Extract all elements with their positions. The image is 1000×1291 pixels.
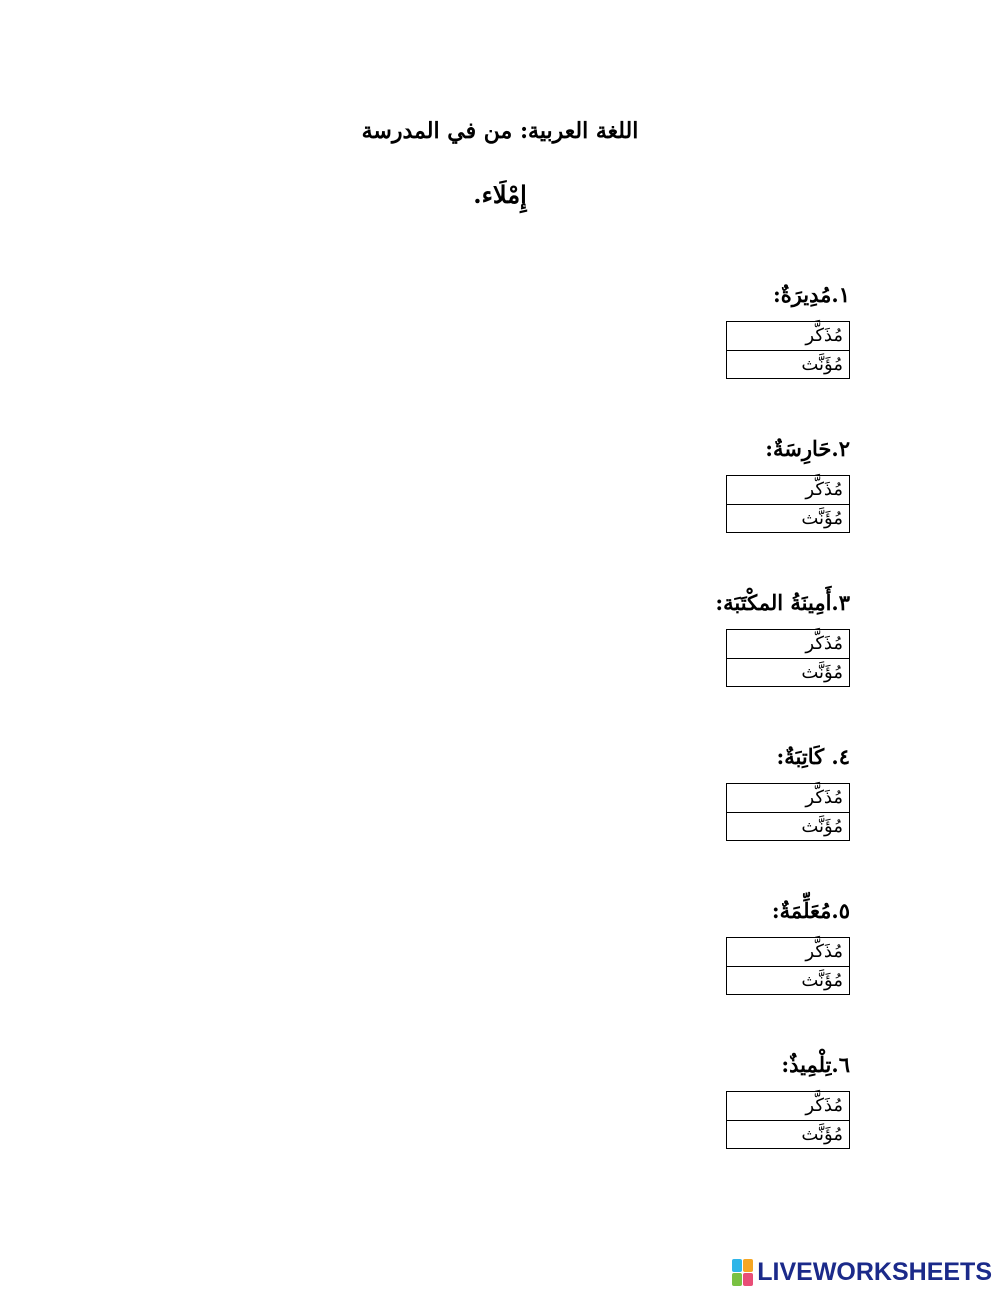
logo-block <box>743 1259 753 1272</box>
question-5 <box>450 894 850 991</box>
question-label: ٦.تِلْمِيذٌ: <box>781 1052 850 1077</box>
question-label: ١.مُدِيرَةٌ: <box>772 282 850 307</box>
option-feminine[interactable]: مُؤَنَّث <box>727 504 849 532</box>
question-label: ٥.مُعَلِّمَةٌ: <box>771 898 850 923</box>
logo-block <box>743 1273 753 1286</box>
option-masculine[interactable]: مُذَكَّر <box>805 325 843 346</box>
option-feminine[interactable]: مُؤَنَّث <box>727 966 849 994</box>
question-6 <box>450 1048 850 1145</box>
logo-block <box>732 1273 742 1286</box>
answer-options <box>726 321 850 379</box>
page-title: اللغة العربية: من في المدرسة <box>361 118 639 144</box>
answer-options <box>726 783 850 841</box>
answer-options <box>726 1091 850 1149</box>
option-feminine[interactable]: مُؤَنَّث <box>727 350 849 378</box>
page-subtitle: إِمْلَاء. <box>473 180 527 209</box>
option-masculine[interactable]: مُذَكَّر <box>805 941 843 962</box>
option-feminine[interactable]: مُؤَنَّث <box>727 658 849 686</box>
option-feminine[interactable]: مُؤَنَّث <box>727 1120 849 1148</box>
liveworksheets-logo[interactable] <box>732 1258 992 1287</box>
question-1 <box>450 278 850 375</box>
logo-block <box>732 1259 742 1272</box>
logo-text: LIVEWORKSHEETS <box>757 1258 992 1286</box>
option-masculine[interactable]: مُذَكَّر <box>805 479 843 500</box>
question-2 <box>450 432 850 529</box>
question-label: ٤. كَاتِبَةٌ: <box>776 744 850 769</box>
option-masculine[interactable]: مُذَكَّر <box>805 1095 843 1116</box>
question-label: ٢.حَارِسَةٌ: <box>765 436 850 461</box>
question-3 <box>450 586 850 683</box>
answer-options <box>726 629 850 687</box>
option-masculine[interactable]: مُذَكَّر <box>805 787 843 808</box>
answer-options <box>726 475 850 533</box>
logo-blocks-icon <box>732 1259 753 1286</box>
option-feminine[interactable]: مُؤَنَّث <box>727 812 849 840</box>
question-4 <box>450 740 850 837</box>
option-masculine[interactable]: مُذَكَّر <box>805 633 843 654</box>
answer-options <box>726 937 850 995</box>
question-label: ٣.أَمِينَةُ المكْتَبَة: <box>715 590 850 615</box>
